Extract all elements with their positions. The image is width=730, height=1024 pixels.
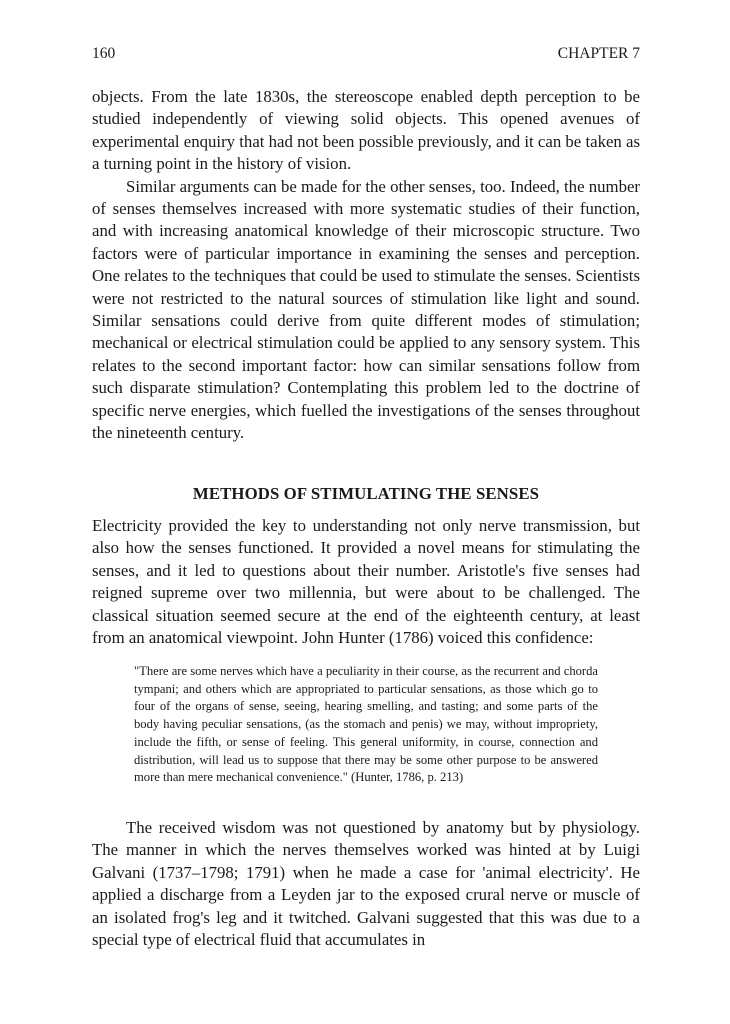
page-number: 160: [92, 45, 116, 62]
opening-text: [92, 86, 640, 445]
paragraph-galvani: The received wisdom was not questioned by anatomy but by physiology. The manner in which the nerves themselves worked was hinted at by Luigi Galvani (1737–1798; 1791) when he made a case for 'animal electricity'. He applied a discharge from a Leyden jar to the exposed crural nerve or muscle of an isolated frog's leg and it twitched. Galvani suggested that this was due to a special type of electrical fluid that accumulates in: [92, 818, 640, 950]
paragraph-electricity: Electricity provided the key to understanding not only nerve transmission, but also how the senses functioned. It provided a novel means for stimulating the senses, and it led to questions about their number. Aristotle's five senses had reigned supreme over two millennia, but were about to be challenged. The classical situation seemed secure at the end of the eighteenth century, at least from an anatomical viewpoint. John Hunter (1786) voiced this confidence:: [92, 516, 640, 648]
hunter-quote: "There are some nerves which have a peculiarity in their course, as the recurrent and chorda tympani; and others which are appropriated to particular sensations, as those which go to four of the organs of sense, seeing, hearing smelling, and tasting; and some parts of the body having peculiar sensations, (as the stomach and penis) we may, without impropriety, include the fifth, or sense of feeling. This general uniformity, in course, connection and distribution, will lead us to suppose that there may be some other purpose to be answered more than mere mechanical convenience." (Hunter, 1786, p. 213): [134, 664, 598, 785]
section-intro: [92, 515, 640, 649]
paragraph-senses: Similar arguments can be made for the other senses, too. Indeed, the number of senses themselves increased with more systematic studies of their function, and with increasing anatomical knowledge of their microscopic structure. Two factors were of particular importance in examining the senses and perception. One relates to the techniques that could be used to stimulate the senses. Scientists were not restricted to the natural sources of stimulation like light and sound. Similar sensations could derive from quite different modes of stimulation; mechanical or electrical stimulation could be applied to any sensory system. This relates to the second important factor: how can similar sensations follow from such disparate stimulation? Contemplating this problem led to the doctrine of specific nerve energies, which fuelled the investigations of the senses throughout the nineteenth century.: [92, 176, 640, 443]
chapter-label: CHAPTER 7: [557, 45, 640, 62]
section-continuation: [92, 817, 640, 951]
section-heading: METHODS OF STIMULATING THE SENSES: [192, 483, 540, 503]
paragraph-continuation: objects. From the late 1830s, the stereoscope enabled depth perception to be studied independently of viewing solid objects. This opened avenues of experimental enquiry that had not been possible previously, and it can be taken as a turning point in the history of vision.: [92, 87, 640, 174]
